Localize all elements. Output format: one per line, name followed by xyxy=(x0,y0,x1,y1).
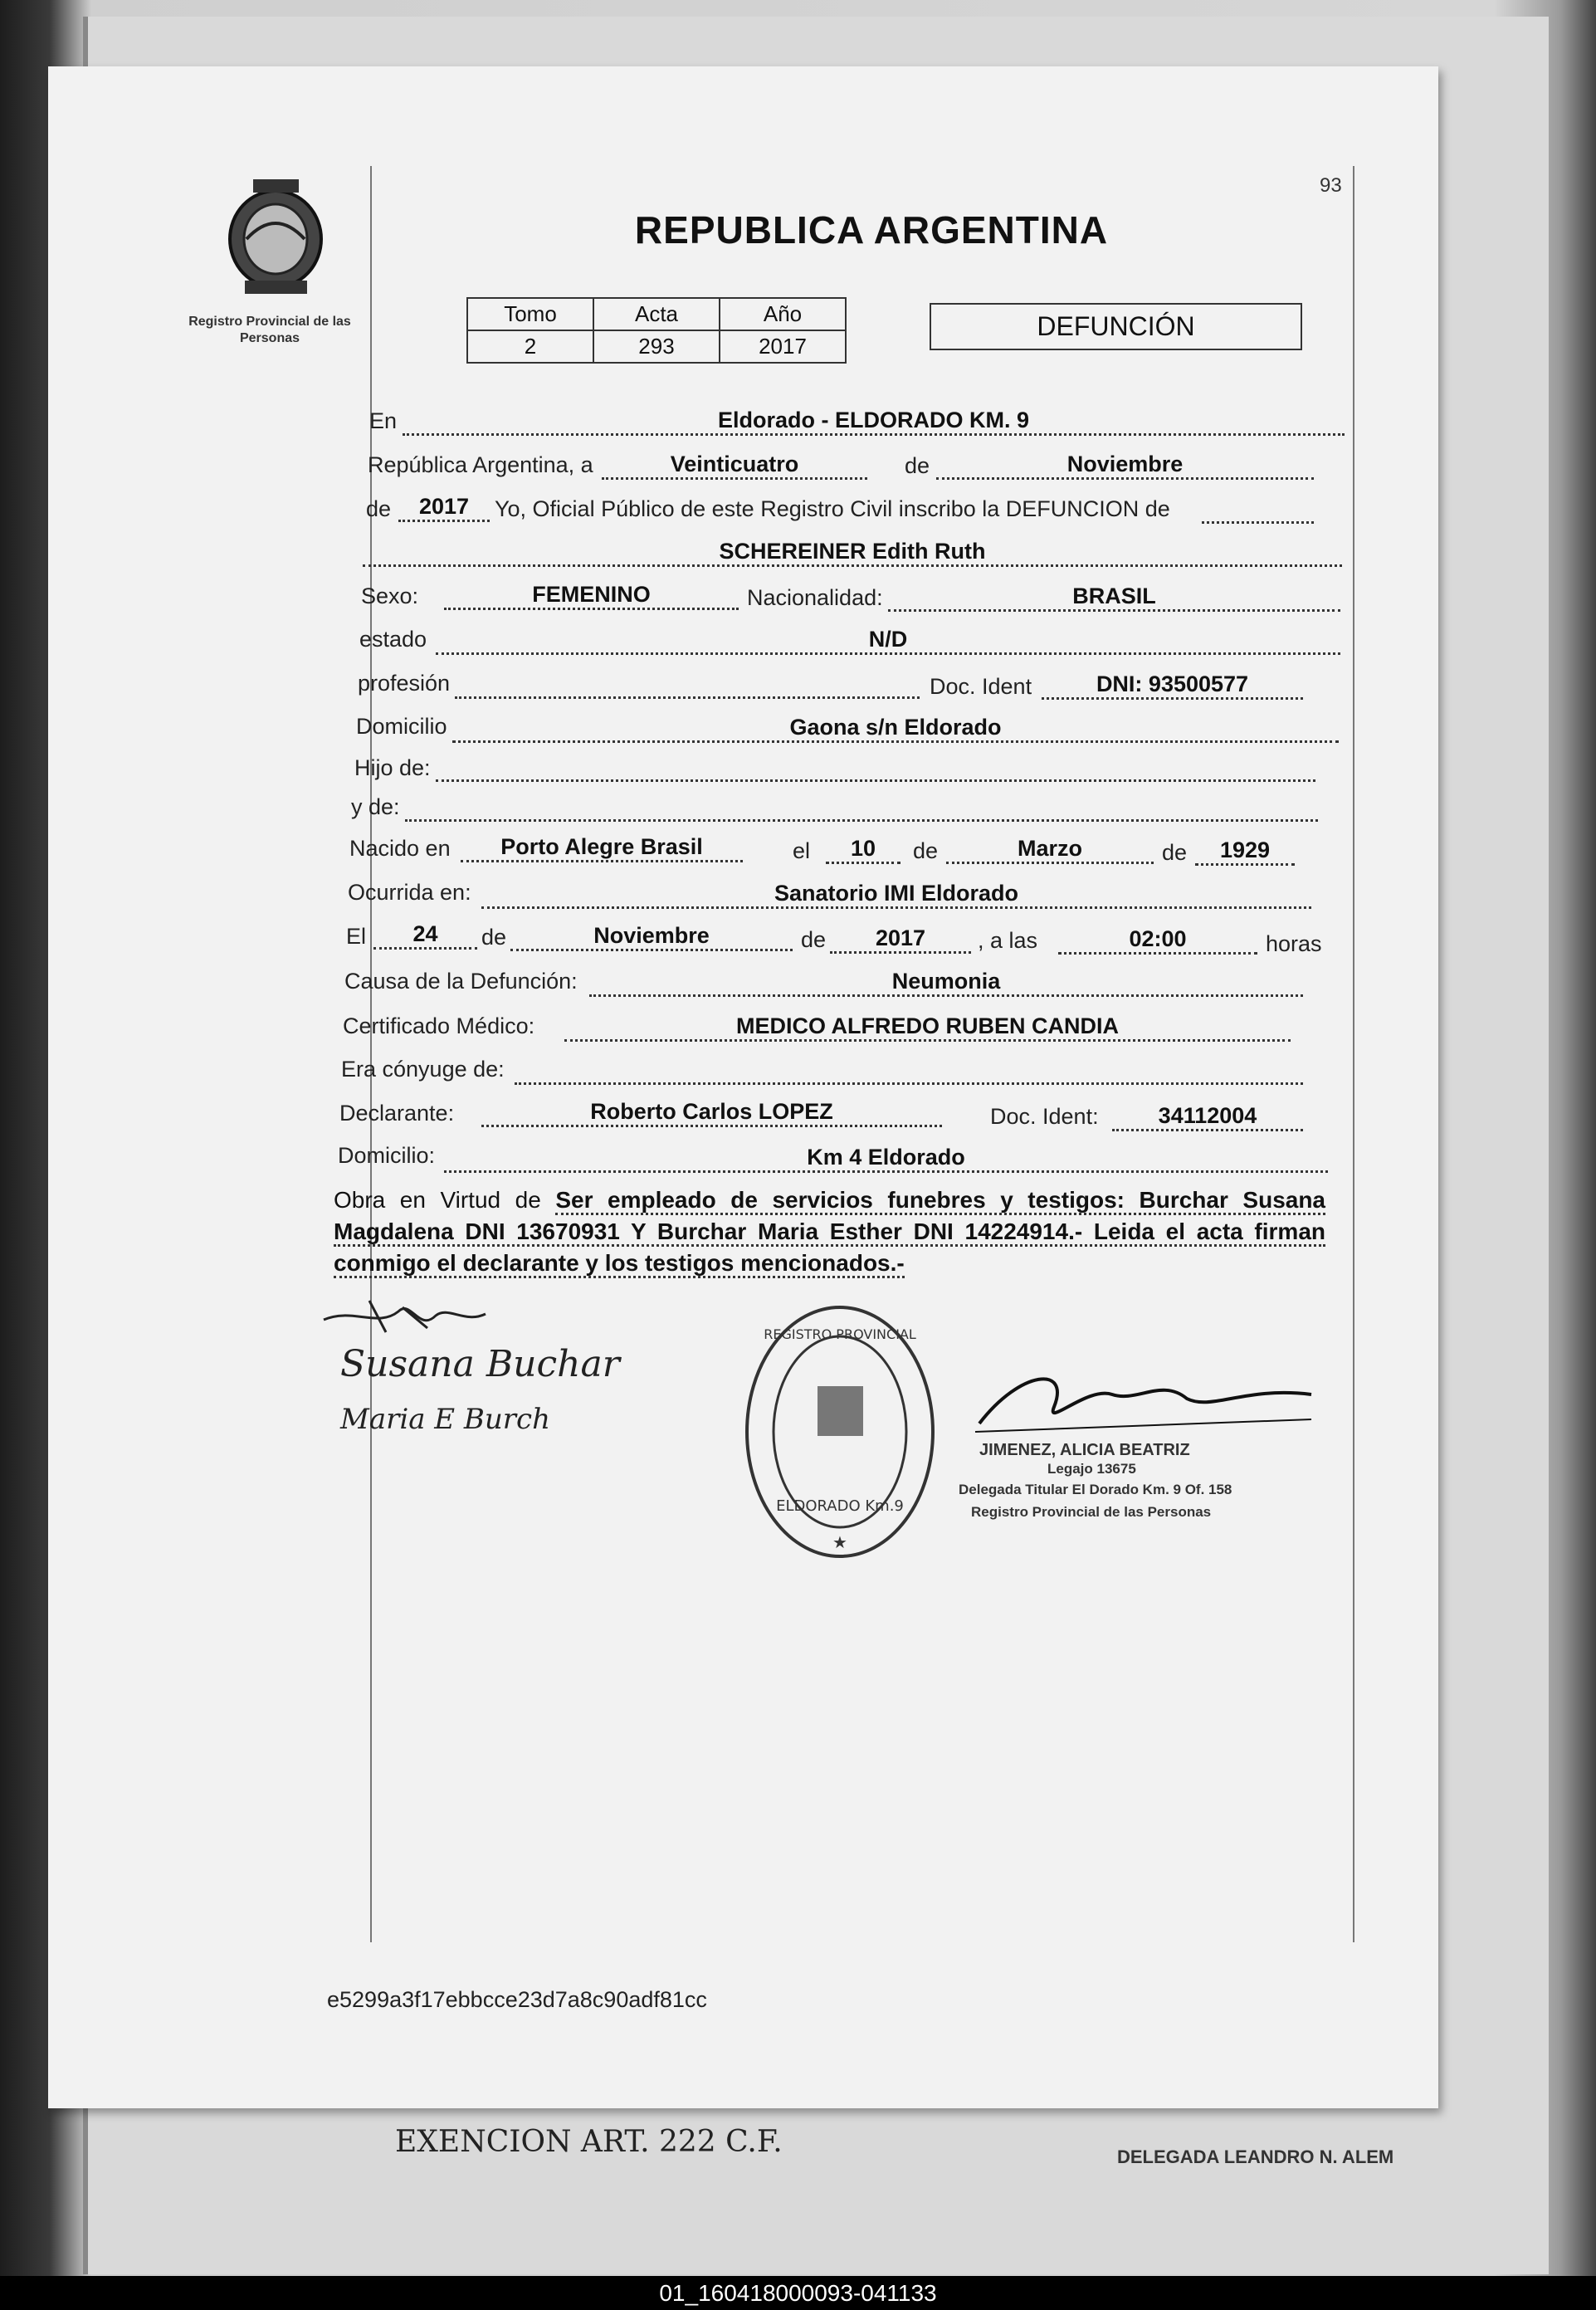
field-nac-dia: 10 xyxy=(826,835,900,864)
field-anio: 2017 xyxy=(398,493,490,522)
field-def-dia: 24 xyxy=(373,921,477,950)
header-acta: Acta xyxy=(593,298,720,330)
label-de-3: de xyxy=(913,838,939,863)
label-profesion: profesión xyxy=(358,671,451,696)
field-nac-mes: Marzo xyxy=(946,835,1154,864)
obra-en-virtud-paragraph xyxy=(334,1184,1325,1279)
back-note: EXENCION ART. 222 C.F. xyxy=(395,2125,783,2159)
field-certificado: MEDICO ALFREDO RUBEN CANDIA xyxy=(564,1013,1291,1042)
label-y-de: y de: xyxy=(351,794,400,819)
label-nacionalidad: Nacionalidad: xyxy=(747,585,883,610)
label-a-las: , a las xyxy=(978,928,1038,953)
official-registry: Registro Provincial de las Personas xyxy=(971,1504,1212,1520)
label-causa: Causa de la Defunción: xyxy=(344,969,578,994)
field-blank-1 xyxy=(1202,495,1314,524)
right-margin-line xyxy=(1353,166,1354,1942)
document-title: REPUBLICA ARGENTINA xyxy=(634,208,1109,252)
label-de-4: de xyxy=(1162,840,1188,865)
value-anio: 2017 xyxy=(720,330,846,363)
field-declarante-domicilio: Km 4 Eldorado xyxy=(444,1144,1328,1173)
label-republica: República Argentina, a xyxy=(368,452,593,477)
label-domicilio: Domicilio xyxy=(356,714,447,739)
field-causa: Neumonia xyxy=(589,968,1303,997)
label-horas: horas xyxy=(1266,931,1322,956)
label-yo-oficial: Yo, Oficial Público de este Registro Civil inscribo la DEFUNCION de xyxy=(495,496,1170,521)
record-type-box: DEFUNCIÓN xyxy=(930,303,1302,350)
field-nombre: SCHEREINER Edith Ruth xyxy=(363,538,1342,567)
signature-witness-2: Maria E Burch xyxy=(340,1403,550,1436)
field-domicilio: Gaona s/n Eldorado xyxy=(452,714,1339,743)
field-doc-ident: DNI: 93500577 xyxy=(1042,671,1303,700)
official-legajo: Legajo 13675 xyxy=(1047,1461,1136,1477)
field-dia: Veinticuatro xyxy=(602,451,867,480)
field-def-hora: 02:00 xyxy=(1058,925,1257,955)
back-stamp: DELEGADA LEANDRO N. ALEM xyxy=(1117,2146,1394,2167)
header-tomo: Tomo xyxy=(467,298,593,330)
value-tomo: 2 xyxy=(467,330,593,363)
field-sexo: FEMENINO xyxy=(444,581,739,610)
field-estado: N/D xyxy=(436,626,1340,655)
provincial-crest-icon xyxy=(220,174,332,299)
label-de-1: de xyxy=(905,453,930,478)
label-hijo-de: Hijo de: xyxy=(354,755,431,780)
label-domicilio-2: Domicilio: xyxy=(338,1143,436,1168)
svg-text:★: ★ xyxy=(832,1534,847,1552)
field-hijo-de xyxy=(436,753,1315,782)
label-de-6: de xyxy=(801,927,827,952)
field-declarante: Roberto Carlos LOPEZ xyxy=(481,1098,942,1127)
crest-caption: Registro Provincial de las Personas xyxy=(188,315,351,345)
label-de-5: de xyxy=(481,925,507,950)
svg-text:ELDORADO Km.9: ELDORADO Km.9 xyxy=(776,1497,904,1515)
label-declarante: Declarante: xyxy=(339,1101,455,1126)
label-doc-ident-2: Doc. Ident: xyxy=(990,1104,1099,1129)
field-nacionalidad: BRASIL xyxy=(888,583,1340,612)
signature-witness-1: Susana Buchar xyxy=(340,1343,620,1385)
label-estado: estado xyxy=(359,627,427,652)
field-profesion xyxy=(455,670,920,699)
field-mes: Noviembre xyxy=(936,451,1314,480)
field-conyuge xyxy=(515,1056,1303,1085)
label-el-cap: El xyxy=(346,924,367,949)
field-def-anio: 2017 xyxy=(830,925,971,954)
header-anio: Año xyxy=(720,298,846,330)
registry-table xyxy=(466,297,847,364)
field-obra-texto: Ser empleado de servicios funebres y testigos: Burchar Susana Magdalena DNI 13670931 Y Burchar Maria Esther DNI 14224914.- Leida el acta firman conmigo el declarante y los testigos mencionados.- xyxy=(334,1187,1325,1278)
value-acta: 293 xyxy=(593,330,720,363)
label-doc-ident: Doc. Ident xyxy=(930,674,1032,699)
field-def-mes: Noviembre xyxy=(510,922,793,951)
official-name: JIMENEZ, ALICIA BEATRIZ xyxy=(979,1441,1190,1459)
scan-id: 01_160418000093-041133 xyxy=(659,2280,937,2306)
signature-declarante-icon xyxy=(320,1291,494,1341)
field-nacido-en: Porto Alegre Brasil xyxy=(461,833,743,862)
label-el: el xyxy=(793,838,811,863)
field-nac-anio: 1929 xyxy=(1195,837,1295,866)
field-lugar: Eldorado - ELDORADO KM. 9 xyxy=(403,407,1345,436)
document-hash: e5299a3f17ebbcce23d7a8c90adf81cc xyxy=(327,1987,707,2012)
label-sexo: Sexo: xyxy=(361,584,419,608)
official-round-stamp-icon xyxy=(739,1299,942,1565)
scan-id-bar xyxy=(0,2276,1596,2310)
death-certificate-sheet xyxy=(48,66,1438,2108)
label-en: En xyxy=(369,408,398,433)
field-declarante-doc: 34112004 xyxy=(1112,1102,1303,1131)
label-de-2: de xyxy=(366,496,392,521)
label-conyuge: Era cónyuge de: xyxy=(341,1057,505,1082)
label-nacido-en: Nacido en xyxy=(349,836,451,861)
field-ocurrida-en: Sanatorio IMI Eldorado xyxy=(481,880,1311,909)
signature-official-icon xyxy=(971,1361,1320,1436)
page-number: 93 xyxy=(1320,174,1342,197)
label-obra: Obra en Virtud de xyxy=(334,1187,541,1213)
label-ocurrida-en: Ocurrida en: xyxy=(348,880,471,905)
svg-text:REGISTRO PROVINCIAL: REGISTRO PROVINCIAL xyxy=(764,1326,916,1342)
official-role: Delegada Titular El Dorado Km. 9 Of. 158 xyxy=(959,1482,1232,1497)
label-certificado: Certificado Médico: xyxy=(343,1013,535,1038)
field-y-de xyxy=(405,793,1318,822)
